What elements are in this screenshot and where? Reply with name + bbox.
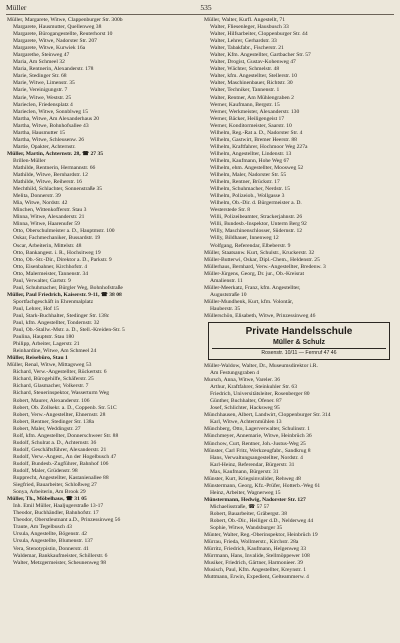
directory-entry: Wilhelm, Kaufmann, Hohe Weg 67: [210, 157, 290, 164]
directory-entry: Robert, Ob.-Dir., Heiliger d.D., Nelderweg 44: [210, 518, 314, 525]
directory-entry: Willi, Bundesb.-Inspektor, Unterm Berg 92: [210, 221, 307, 228]
directory-entry: Siegfried, Bauarbeiter, Schloßweg 27: [13, 482, 97, 489]
directory-entry: Rudolf, Maler, Grüdenstr. 98: [13, 468, 78, 474]
directory-entry: Hans, Verwaltungsangestellter, Nordstr. 4: [210, 454, 303, 461]
directory-entry: Willi, Polizeibeamter, Strackerjahnstr. 26: [210, 214, 303, 221]
directory-entry: Marie, Witwe, Limenstr. 35: [13, 80, 75, 87]
directory-entry: Wilhelm, ehm. Angestellter, Moosweg 52: [210, 164, 304, 171]
directory-entry: Inh. Emil Müller, Haaljugerstraße 13-17: [13, 503, 104, 510]
directory-entry: Am Festungsgraben 4: [210, 370, 260, 377]
directory-entry: Waldemar, Bankkaufmeister, Schillerstr. 6: [13, 552, 108, 559]
directory-entry: Reinhardine, Witwe, Am Schmeel 24: [13, 348, 97, 355]
ad-title: Private Handelsschule: [245, 326, 353, 338]
directory-entry: Mürritz, Friedrich, Kaufmann, Helgenweg 33: [204, 546, 307, 553]
directory-entry: Otto, Bankangest. i. R., Hochsitweg 19: [13, 249, 101, 256]
directory-entry: Müller-Jürgens, Georg, Dr. jur., Ob.-Kreisrat: [204, 270, 305, 277]
directory-entry: Münster, Kurt, Kriegsinvalider, Rehweg 48: [204, 475, 301, 482]
directory-entry: Willy, Maschinenschlosser, Südernstr. 12: [210, 228, 303, 235]
directory-entry: Margarethe, Steinweg 47: [13, 52, 70, 59]
directory-entry: Oskar, Fachmechaniker, Bussardstr. 19: [13, 235, 101, 242]
directory-entry: Auguststraße 10: [210, 291, 247, 298]
directory-entry: Mia, Witwe, Nordstr. 42: [13, 200, 68, 207]
directory-entry: Sportfachgeschäft in Ehrenmalplatz: [13, 298, 94, 305]
directory-entry: Willy, Bildhauer, Innenweg 12: [210, 235, 279, 242]
directory-entry: Mathilde, Witwe, Reiherstr. 16: [13, 179, 82, 186]
directory-entry: Maria, Am Schmeel 32: [13, 59, 65, 66]
right-column-bottom: [204, 363, 394, 581]
directory-entry: Robert, Verw.-Angestellter, Ehnernstr. 28: [13, 411, 106, 418]
directory-entry: Werner, Konditormeister, Saarstr. 10: [210, 122, 292, 129]
directory-entry: Walter, Techniker, Tannenstr. 1: [210, 87, 280, 94]
directory-entry: Melita, Donnerstr. 39: [13, 193, 61, 200]
left-column: [7, 17, 199, 641]
directory-entry: Theodor, Buchhändler, Bahnhofstr. 17: [13, 510, 99, 517]
directory-entry: Walter, Drogist, Gustav-Kohenweg 47: [210, 59, 296, 66]
directory-entry: Ursula, Angestellte, Blumenstr. 137: [13, 538, 93, 545]
right-column-top: [204, 17, 394, 320]
directory-entry: Wilhelm, Polizeiob., Wollgasse 3: [210, 193, 285, 200]
directory-entry: Münchow, Curt, Rentner, Joh.-Justus-Weg 25: [204, 440, 306, 447]
directory-entry: Margarete, Hausmutter, Quellenweg 38: [13, 24, 102, 31]
directory-entry: Marieclen, Witwe, Sonnblweg 15: [13, 108, 89, 115]
directory-entry: Müller, Walter, Kurfl. Angestellt, 71: [204, 17, 286, 23]
directory-entry: Brillen-Müller: [13, 157, 46, 164]
directory-entry: Paul, Verwalter, Gartstr. 9: [13, 277, 71, 284]
directory-entry: Richard, Bürogehilfe, Schäferstr. 25: [13, 376, 94, 383]
directory-entry: Walter, kfm. Angestellter, Stellerstr. 10: [210, 73, 298, 80]
directory-entry: Josef, Schlichter, Hacksweg 95: [210, 405, 280, 412]
directory-entry: Müller, Margarete, Witwe, Clappenburger Str. 300b: [7, 17, 123, 23]
directory-entry: Günther, Buchhalter, Ofener. 87: [210, 398, 282, 405]
directory-entry: Margarete, Witwe, Nadorster Str. 207: [13, 38, 97, 45]
directory-entry: Mursch, Anna, Witwe, Vareler. 36: [204, 377, 280, 384]
directory-entry: Robert, Ob. Zollsekr. a. D., Coppenb. Str. 51C: [13, 404, 117, 411]
directory-entry: Rupprecht, Angestellter, Kastanienallee 88: [13, 475, 109, 482]
directory-entry: Traute, Am Tegelbusch 43: [13, 524, 72, 531]
directory-entry: Marieclen, Friedensplatz 4: [13, 101, 73, 108]
directory-entry: Walter, Lehrer, Gerhardstr. 33: [210, 38, 277, 45]
directory-entry: Minna, Witwe, Haarenufer 59: [13, 221, 80, 228]
directory-entry: Marie, Stedinger Str. 68: [13, 73, 67, 80]
directory-entry: Wilhelm, Schuhmacher, Nerdstr. 15: [210, 186, 291, 193]
directory-entry: Walter, Wächter, Schmelstr. 48: [210, 66, 280, 73]
directory-entry: Richard, Steuerinspektor, Wasserturm Weg: [13, 390, 110, 397]
directory-entry: Westerstede Str. 8: [210, 207, 251, 214]
right-column: [204, 17, 394, 641]
running-head: Müller: [6, 3, 27, 12]
directory-entry: Otto, Eisenbahner, Kirchhofstr. 4: [13, 263, 88, 270]
directory-entry: Maria, Rentnerin, Alexanderstr. 178: [13, 66, 94, 73]
directory-entry: Wilhelm, Maler, Nadorster Str. 55: [210, 172, 287, 179]
directory-entry: Münstermann, Hedwig, Nadorster Str. 127: [204, 496, 306, 503]
directory-entry: Müller-Mundhenk, Kurt, kfm. Volontär,: [204, 298, 294, 305]
directory-entry: Müllerschön, Elisabeth, Witwe, Prinzessinweg 46: [204, 312, 316, 319]
directory-entry: Michaelisstraße, ☎ 57 57: [210, 503, 270, 510]
directory-entry: Müller-Waldow, Walter, Dr., Museumsdirektor i.R.: [204, 363, 318, 370]
directory-entry: Robert, Rentner, Stedinger Str. 138a: [13, 418, 95, 425]
directory-entry: Otto, Ob.-Str.-Dir., Direktor a. D., Parkstr. 9: [13, 256, 112, 263]
directory-entry: Muttmann, Erwin, Expedient, Gelteammerw. 4: [204, 574, 309, 581]
directory-entry: Mechthild, Schlachter, Sonnenstraße 35: [13, 186, 103, 193]
directory-entry: Müller-Meerkatz, Franz, kfm. Angestellter,: [204, 284, 301, 291]
directory-entry: Müller, Reisebüro, Stau 1: [7, 355, 68, 362]
directory-entry: Rudolf, Bundesb.-Zugführer, Bahnhof 106: [13, 460, 109, 467]
directory-entry: Karl, Witwe, Achternmühlen 13: [210, 419, 282, 426]
directory-entry: Otto, Malermeister, Tannenstr. 34: [13, 270, 89, 277]
directory-entry: Martha, Hausmutter 15: [13, 129, 66, 136]
directory-entry: Wilhelm, Angestellter, Lindenstr. 13: [210, 150, 292, 157]
directory-entry: Musiker, Friedrich, Gärtner, Harmonieer. 39: [204, 560, 303, 567]
directory-entry: Margarete, Bürogangestellte, Reuterhorst 10: [13, 31, 113, 38]
directory-entry: Müller, Martin, Achternstr. 28, ☎ 27 35: [7, 150, 104, 157]
directory-entry: Werner, Bäcker, Heiligengeist 17: [210, 115, 285, 122]
directory-entry: Mürrau, Frieda, Wollmerstr., Kirchstr. 28a: [204, 539, 299, 546]
directory-entry: Martha, Witwe, Am Alexanderhaus 20: [13, 115, 100, 122]
directory-entry: Werner, Werkmeister, Alexanderstr. 130: [210, 108, 300, 115]
directory-entry: Robert, Bauarbeiter, Gräbergst. 38: [210, 511, 288, 517]
directory-entry: Marie, Vereinigungstr. 7: [13, 87, 68, 94]
directory-entry: Karl-Heinz, Referendar, Bürgerstr. 31: [210, 461, 295, 468]
directory-entry: Rudolf, Geschäftsführer, Alexanderstr. 21: [13, 446, 107, 453]
directory-entry: Rudolf, Schulrat a. D., Achternstr. 36: [13, 439, 97, 446]
directory-entry: Münchberg, Otto, Lagerverwalter, Schulinstr. 1: [204, 426, 310, 433]
directory-entry: Müllerhaus, Bernhard, Verw.-Angestellter, Bredenw. 3: [204, 263, 326, 270]
directory-entry: Mathilde, Witwe, Bernhardstr. 12: [13, 172, 88, 179]
directory-entry: Münstermann, Georg, Kfz.-Prüfer, Hotterb.-Weg 61: [204, 482, 321, 489]
directory-entry: Paul, Schuhmacher, Bürgler Weg, Bohnhofstraße: [13, 284, 123, 291]
directory-entry: Amalienstr. 11: [210, 277, 243, 284]
directory-entry: Minchen, Wittenkofferstr. Stau 3: [13, 207, 87, 214]
directory-entry: Paulina, Hauptstr. Stau 180: [13, 334, 75, 341]
directory-entry: Wilhelm, Ob.-Dir. d. Bürgermeister a. D.: [210, 200, 302, 207]
ad-subtitle: Müller & Schulz: [272, 339, 326, 347]
directory-entry: Wilhelm, Rentner, Brückstr. 17: [210, 179, 280, 186]
directory-entry: Walter, Tabakfabr., Fischerstr. 21: [210, 45, 284, 52]
directory-entry: Marie, Witwe, Weststr. 25: [13, 94, 72, 101]
page-number: 535: [200, 3, 212, 12]
directory-entry: Münster, Carl Fritz, Werkzeugfabr., Sandkrug 8: [204, 447, 311, 454]
directory-entry: Müller-Butterwi, Oskar, Dipl.-Chem., Heldenstr. 25: [204, 256, 320, 263]
directory-entry: Walter, Fliesenleger, Hausbusch 33: [210, 24, 289, 31]
directory-entry: Friedrich, Universitätsleiter, Rosenberger 80: [210, 391, 310, 398]
directory-entry: Sophie, Witwe, Wandsburger 35: [210, 525, 283, 532]
directory-entry: Wolfgang, Referendar, Elbeberstr. 9: [210, 242, 291, 249]
header-rule: [6, 14, 394, 15]
directory-entry: Robert, Maurer, Alexanderstr. 106: [13, 397, 90, 404]
directory-entry: Martie, Opakter, Achternstr.: [13, 143, 76, 150]
directory-entry: Rolf, kfm. Angestellter, Donnerschweer Str. 88: [13, 432, 119, 439]
directory-entry: Wilhelm, Reg.-Rat a. D., Nadorster Str. 4: [210, 129, 303, 136]
page-header: [6, 3, 394, 13]
directory-entry: Walter, Metzgermeister, Scheunenweg 98: [13, 559, 107, 566]
directory-entry: Paul, kfm. Angestellter, Tondernstr. 32: [13, 320, 100, 327]
directory-entry: Paul, Stark-Buchhalter, Stedinger Str. 138c: [13, 312, 110, 319]
directory-entry: Münchhausen, Albert, Landwirt, Cloppenburger Str. 314: [204, 412, 331, 419]
directory-entry: Richard, Glasmacher, Volkerstr. 7: [13, 383, 89, 390]
directory-entry: Richard, Verw.-Angestellter, Rückertstr. 6: [13, 369, 107, 376]
directory-entry: Müller, Paul Friedrich, Kaiserstr. 9-11, ☎ 38 08: [7, 291, 122, 298]
directory-entry: Martha, Witwe, Bohnhofsallee 43: [13, 122, 89, 129]
directory-entry: Werner, Kaufmann, Bergstr. 15: [210, 101, 280, 108]
directory-entry: Heinz, Arbeiter, Wagnerweg 15: [210, 489, 281, 496]
directory-entry: Müller, Staatsanw. Kurt, Schulstr., Kruckerstr. 32: [204, 249, 315, 256]
directory-entry: Walter, Rentner, Am Mühlengraben 2: [210, 94, 294, 101]
advertisement-box: [208, 322, 390, 360]
directory-entry: Paul, Ob.-Stallw.-Mstr. a. D., Stell.-Kreiden-Str. 5: [13, 327, 125, 334]
directory-entry: Vera, Stenotypistin, Donnerstr. 41: [13, 545, 89, 552]
directory-entry: Oscar, Arbeiterin, Mittelstr. 48: [13, 242, 82, 249]
directory-entry: Mathilde, Rentnerin, Hermannstr. 66: [13, 164, 96, 171]
directory-entry: Martha, Witwe, Schleusenw. 26: [13, 136, 85, 143]
directory-entry: Müller, Renal, Witwe, Mittagsweg 53: [7, 362, 92, 369]
directory-entry: Wilhelm, Kraftfahrer, Hochmoor Weg 227a: [210, 143, 308, 150]
directory-entry: Paul, Lehrer, Hof 15: [13, 305, 59, 312]
directory-entry: Hauberstr. 35: [210, 305, 241, 312]
directory-entry: Ursula, Angestellte, Bögenstr. 42: [13, 531, 87, 538]
directory-entry: Otto, Oberschulmeister a. D., Hauptmstr. 100: [13, 228, 115, 235]
directory-entry: Walter, Hilfsarbeiter, Cloppenburger Str. 44: [210, 31, 308, 38]
directory-entry: Münchmeyer, Annemarie, Witwe, Heinbrüch 36: [204, 433, 312, 440]
directory-entry: Philipp, Arbeiter, Lagerstr. 21: [13, 341, 80, 348]
directory-entry: Theodor, Oberstleutnant a.D., Prinzessinweg 56: [13, 517, 121, 524]
directory-entry: Sonya, Arbeiterin, Am Brook 29: [13, 489, 86, 496]
directory-entry: Walter, Maschinenbauer, Richtstr. 30: [210, 80, 293, 87]
directory-entry: Müller, Th., Möbelhaus, ☎ 31 05: [7, 496, 87, 503]
ad-address: Rosenstr. 10/11 — Fernruf 47 46: [212, 348, 386, 357]
directory-entry: Arthur, Kraftfahrer, Steinkuhler Str. 63: [210, 384, 298, 391]
directory-entry: Max, Kaufmann, Bürgerstr. 31: [210, 468, 279, 475]
directory-entry: Wilhelm, Gastwirt, Bremer Heerstr. 88: [210, 136, 297, 143]
directory-entry: Robert, Maler, Weddingstr. 27: [13, 425, 81, 432]
directory-entry: Mürrmann, Hans, Invalide, Stellmöppewer 108: [204, 553, 310, 560]
directory-entry: Münter, Walter, Reg.-Oberinspektor, Heinbrüch 19: [204, 532, 318, 539]
directory-entry: Walter, Kfm. Angestellter, Gartbacher Str. 57: [210, 52, 311, 59]
directory-entry: Musisch, Paul, Kfm. Angestellter, Kreynstr. 1: [204, 567, 307, 574]
directory-entry: Margarete, Witwe, Kurwiek 16a: [13, 45, 86, 52]
directory-entry: Minna, Witwe, Alexanderstr. 21: [13, 214, 85, 221]
directory-entry: Rudolf, Verw.-Angest., An der Hogelbusch 47: [13, 453, 117, 460]
